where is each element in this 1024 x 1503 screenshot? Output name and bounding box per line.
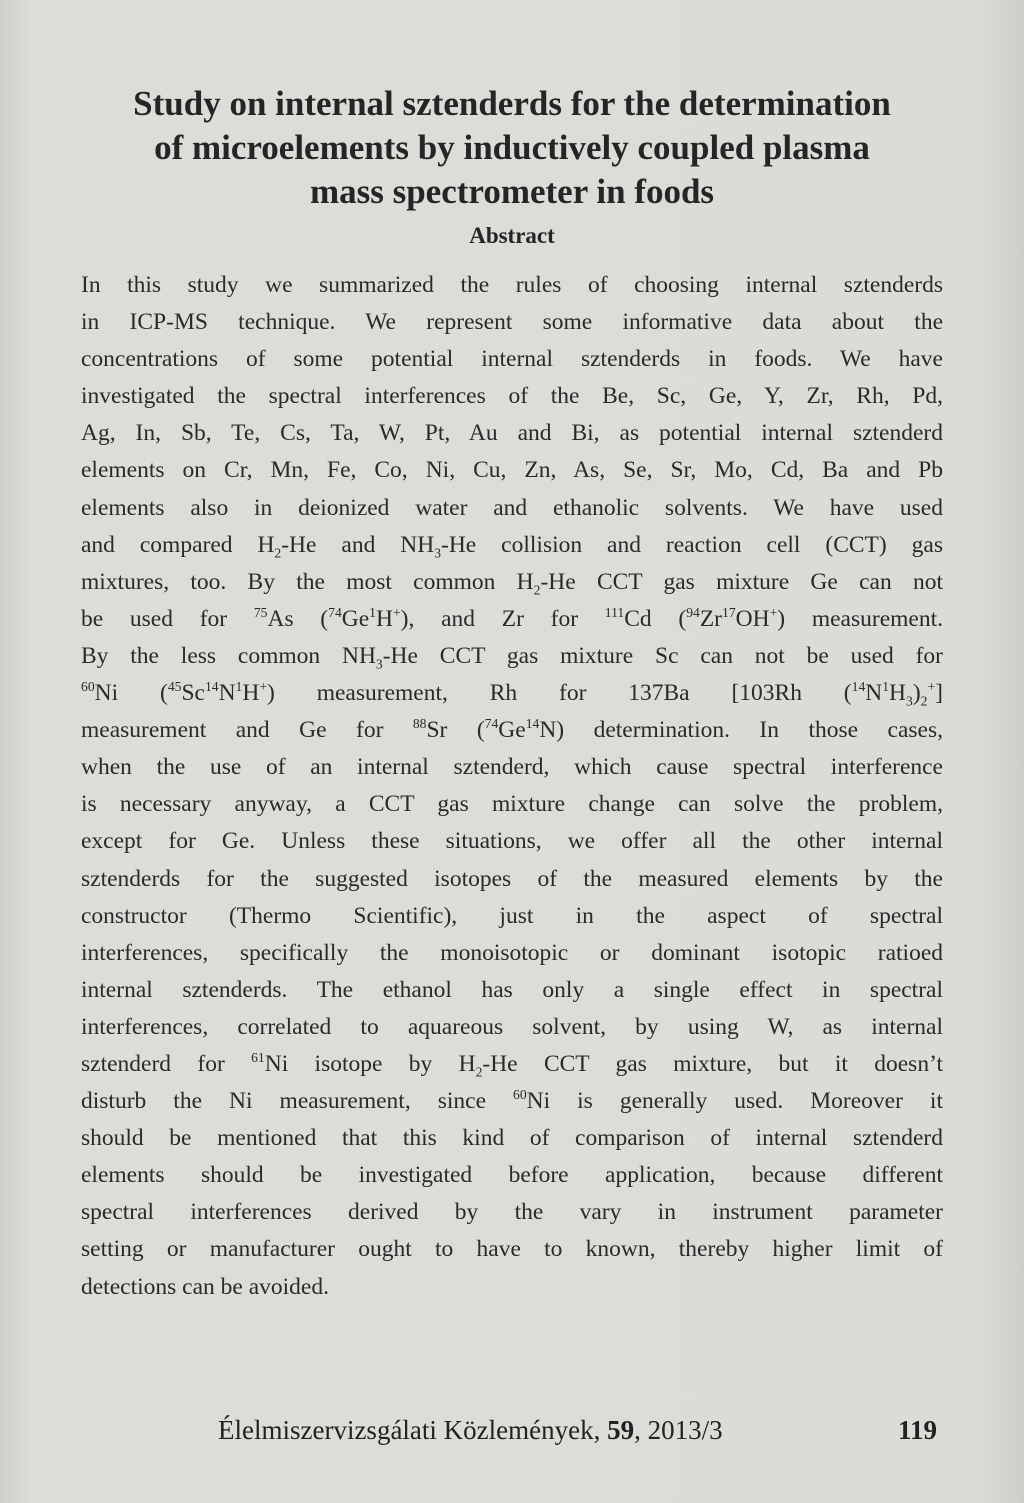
abstract-line: spectral interferences derived by the vary in instrument parameter bbox=[81, 1199, 943, 1226]
abstract-line: In this study we summarized the rules of choosing internal sztenderds bbox=[81, 272, 943, 298]
abstract-line: be used for $^{75}$As ($^{74}$Ge$^1$H+), and Zr for $^{111}$Cd ($^{94}$Zr$^{17}$OH+) measurement. bbox=[81, 605, 943, 632]
page-number: 119 bbox=[898, 1415, 938, 1445]
abstract-line: $^{60}$Ni $(^{45}Sc^{14}N^1H^+)$ measurement, Rh for 137Ba [103Rh $(^{14}N^1H_3)_2^+$] bbox=[81, 679, 943, 709]
abstract-line: is necessary anyway, a CCT gas mixture change can solve the problem, bbox=[81, 791, 943, 818]
abstract-line: detections can be avoided. bbox=[81, 1273, 329, 1300]
journal-issue: , 2013/3 bbox=[634, 1415, 723, 1445]
abstract-heading: Abstract bbox=[469, 223, 555, 248]
paper-title bbox=[60, 82, 964, 214]
abstract-line: By the less common $NH_3-He$ CCT gas mixture Sc can not be used for bbox=[81, 642, 943, 672]
abstract-line: interferences, specifically the monoisotopic or dominant isotopic ratioed bbox=[81, 939, 943, 966]
abstract-line: except for Ge. Unless these situations, we offer all the other internal bbox=[81, 828, 943, 855]
abstract-line: mixtures, too. By the most common $H_2-He$ CCT gas mixture Ge can not bbox=[81, 568, 943, 598]
abstract-line: when the use of an internal sztenderd, which cause spectral interference bbox=[81, 754, 943, 781]
abstract-line: constructor (Thermo Scientific), just in the aspect of spectral bbox=[81, 902, 943, 929]
title-line: mass spectrometer in foods bbox=[309, 172, 715, 211]
journal-name: Élelmiszervizsgálati Közlemények, bbox=[218, 1415, 608, 1445]
abstract-line: should be mentioned that this kind of comparison of internal sztenderd bbox=[81, 1125, 943, 1152]
abstract-line: concentrations of some potential internal sztenderds in foods. We have bbox=[81, 346, 943, 373]
abstract-line: and compared $H_2-He$ and $NH_3-He$ collision and reaction cell (CCT) gas bbox=[81, 531, 943, 561]
abstract-line: elements also in deionized water and ethanolic solvents. We have used bbox=[81, 494, 943, 521]
journal-volume: 59 bbox=[607, 1415, 635, 1445]
abstract-line: investigated the spectral interferences of the Be, Sc, Ge, Y, Zr, Rh, Pd, bbox=[81, 383, 943, 410]
abstract-line: measurement and Ge for $^{88}$Sr ($^{74}$Ge$^{14}$N) determination. In those cases, bbox=[81, 716, 943, 744]
title-line: Study on internal sztenderds for the determination bbox=[133, 84, 891, 123]
abstract-line: setting or manufacturer ought to have to known, thereby higher limit of bbox=[81, 1236, 943, 1263]
abstract-line: sztenderds for the suggested isotopes of the measured elements by the bbox=[81, 865, 943, 892]
abstract-line: Ag, In, Sb, Te, Cs, Ta, W, Pt, Au and Bi, as potential internal sztenderd bbox=[81, 420, 943, 447]
abstract-line: sztenderd for $^{61}$Ni isotope by $H_2-He$ CCT gas mixture, but it doesn’t bbox=[81, 1050, 943, 1080]
abstract-line: in ICP-MS technique. We represent some informative data about the bbox=[81, 309, 943, 336]
title-line: of microelements by inductively coupled plasma bbox=[154, 128, 870, 167]
abstract-line: interferences, correlated to aquareous solvent, by using W, as internal bbox=[81, 1013, 943, 1040]
abstract-line: disturb the Ni measurement, since $^{60}$Ni is generally used. Moreover it bbox=[81, 1087, 943, 1115]
abstract-body bbox=[81, 267, 943, 1306]
abstract-line: elements on Cr, Mn, Fe, Co, Ni, Cu, Zn, As, Se, Sr, Mo, Cd, Ba and Pb bbox=[81, 457, 943, 484]
journal-citation bbox=[218, 1412, 723, 1448]
abstract-line: elements should be investigated before application, because different bbox=[81, 1162, 943, 1189]
abstract-line: internal sztenderds. The ethanol has only a single effect in spectral bbox=[81, 976, 943, 1003]
